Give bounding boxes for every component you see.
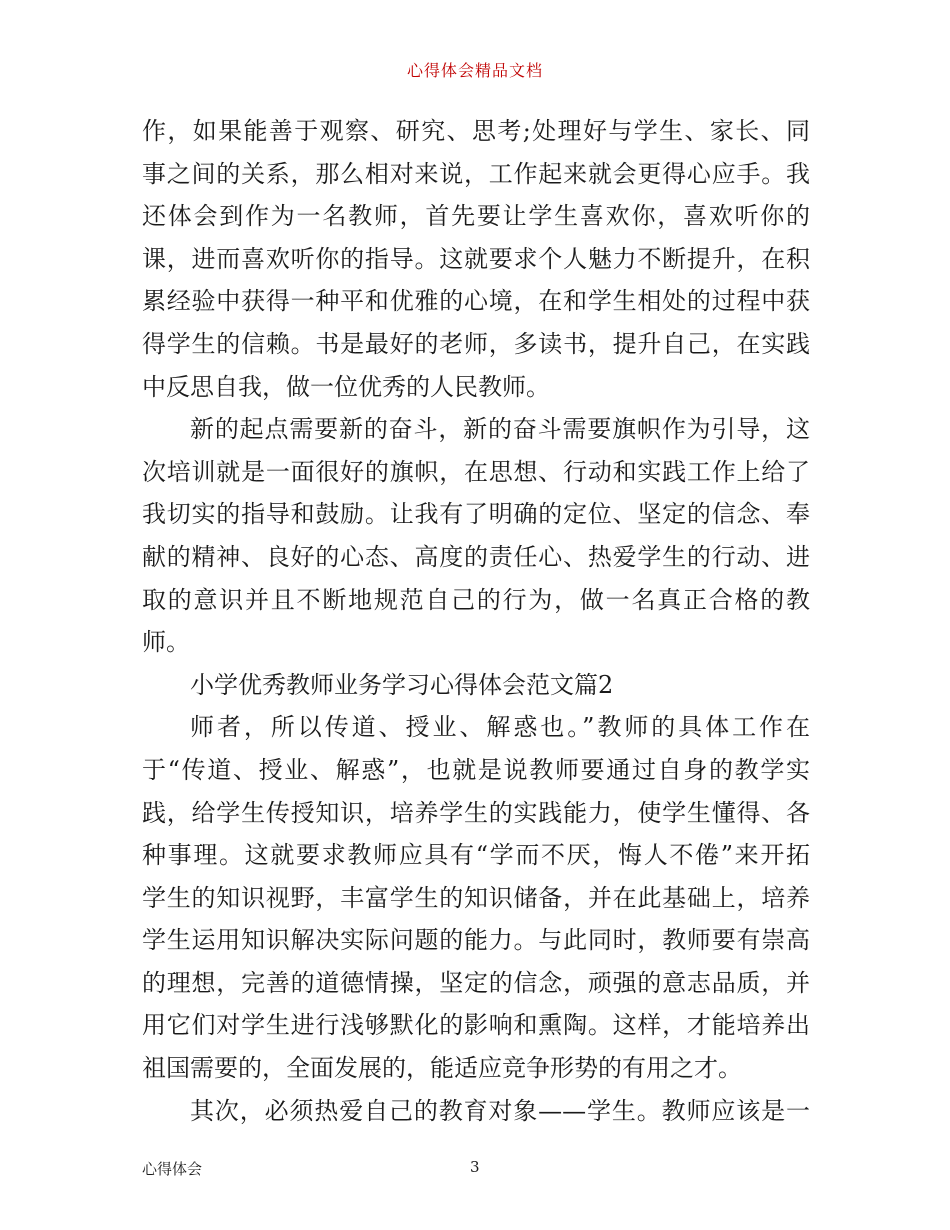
text-line: 师者，所以传道、授业、解惑也。”教师的具体工作在 — [190, 713, 810, 742]
text-line: 于“传道、授业、解惑”，也就是说教师要通过自身的教学实 — [142, 755, 810, 784]
page-header-title: 心得体会精品文档 — [406, 61, 543, 80]
text-line: 我切实的指导和鼓励。让我有了明确的定位、坚定的信念、奉 — [142, 500, 810, 529]
text-line: 累经验中获得一种平和优雅的心境，在和学生相处的过程中获 — [142, 287, 810, 316]
text-line: 献的精神、良好的心态、高度的责任心、热爱学生的行动、进 — [142, 542, 810, 571]
text-line: 取的意识并且不断地规范自己的行为，做一名真正合格的教 — [142, 585, 810, 614]
text-line: 作，如果能善于观察、研究、思考;处理好与学生、家长、同 — [142, 117, 810, 145]
section-heading: 小学优秀教师业务学习心得体会范文篇2 — [190, 670, 614, 699]
text-line: 践，给学生传授知识，培养学生的实践能力，使学生懂得、各 — [142, 798, 810, 827]
text-line: 用它们对学生进行浅够默化的影响和熏陶。这样，才能培养出 — [142, 1011, 810, 1040]
text-line: 其次，必须热爱自己的教育对象——学生。教师应该是一 — [190, 1096, 810, 1125]
text-line: 种事理。这就要求教师应具有“学而不厌，悔人不倦”来开拓 — [142, 841, 810, 870]
text-line: 课，进而喜欢听你的指导。这就要求个人魅力不断提升，在积 — [142, 244, 810, 273]
text-line: 祖国需要的，全面发展的，能适应竞争形势的有用之才。 — [142, 1054, 742, 1083]
text-line: 得学生的信赖。书是最好的老师，多读书，提升自己，在实践 — [142, 329, 810, 358]
text-line: 学生的知识视野，丰富学生的知识储备，并在此基础上，培养 — [142, 883, 810, 912]
text-line: 中反思自我，做一位优秀的人民教师。 — [142, 372, 550, 401]
page-number: 3 — [470, 1158, 480, 1176]
text-line: 事之间的关系，那么相对来说，工作起来就会更得心应手。我 — [142, 159, 810, 188]
text-line: 的理想，完善的道德情操，坚定的信念，顽强的意志品质，并 — [142, 968, 810, 997]
document-body — [142, 110, 810, 1132]
text-line: 还体会到作为一名教师，首先要让学生喜欢你，喜欢听你的 — [142, 202, 810, 231]
footer-label: 心得体会 — [142, 1160, 203, 1178]
text-line: 师。 — [142, 628, 190, 657]
text-line: 次培训就是一面很好的旗帜，在思想、行动和实践工作上给了 — [142, 457, 810, 486]
text-line: 学生运用知识解决实际问题的能力。与此同时，教师要有崇高 — [142, 926, 810, 955]
text-line: 新的起点需要新的奋斗，新的奋斗需要旗帜作为引导，这 — [190, 415, 810, 444]
